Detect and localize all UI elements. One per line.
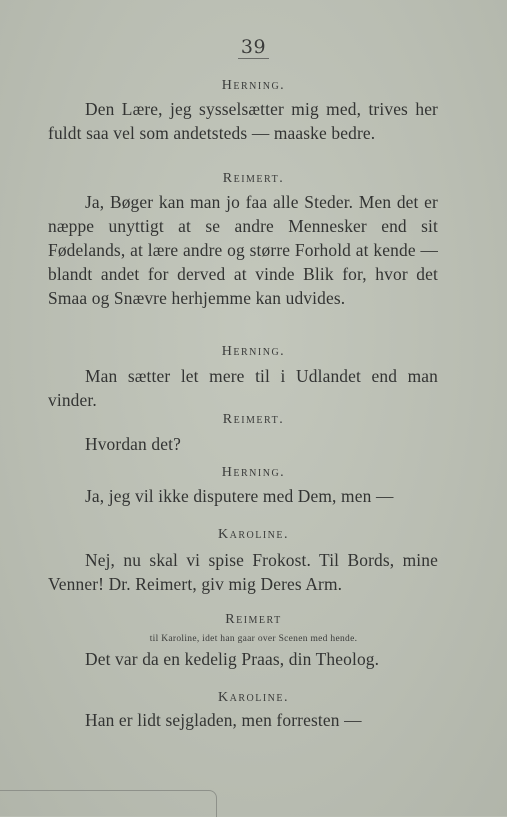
- dialogue-text: Hvordan det?: [85, 434, 181, 454]
- speaker-name: Reimert.: [222, 171, 285, 186]
- dialogue-text: Man sætter let mere til i Udlandet end man vinder.: [48, 366, 438, 410]
- dialogue-text: Det var da en kedelig Praas, din Theolog.: [85, 649, 380, 669]
- dialogue-text: Nej, nu skal vi spise Frokost. Til Bords, mine Venner! Dr. Reimert, giv mig Deres Arm.: [48, 550, 438, 594]
- page-number: 39: [0, 36, 507, 58]
- speaker-name: Reimert: [225, 612, 282, 627]
- dialogue-text: Den Lære, jeg sysselsætter mig med, trives her fuldt saa vel som andetsteds — maaske bedre.: [48, 99, 438, 143]
- speaker-name: Herning.: [221, 78, 286, 93]
- speaker-name: Reimert.: [222, 412, 285, 427]
- speaker-name: Herning.: [221, 344, 286, 359]
- dialogue-text: Han er lidt sejgladen, men forresten —: [85, 710, 362, 730]
- dialogue-text: Ja, Bøger kan man jo faa alle Steder. Men det er næppe unyttigt at se andre Mennesker end sit Fødelands, at lære andre og større Forhold at kende — blandt andet for derved at vinde Blik for, hvor det Smaa og Snævre herhjemme kan udvides.: [48, 192, 438, 308]
- speaker-name: Karoline.: [218, 690, 289, 705]
- speaker-name: Herning.: [221, 465, 286, 480]
- page-edge-shadow: [0, 790, 217, 817]
- speaker-name: Karoline.: [218, 527, 289, 542]
- stage-direction: til Karoline, idet han gaar over Scenen med hende.: [149, 634, 358, 644]
- dialogue-text: Ja, jeg vil ikke disputere med Dem, men —: [85, 486, 394, 506]
